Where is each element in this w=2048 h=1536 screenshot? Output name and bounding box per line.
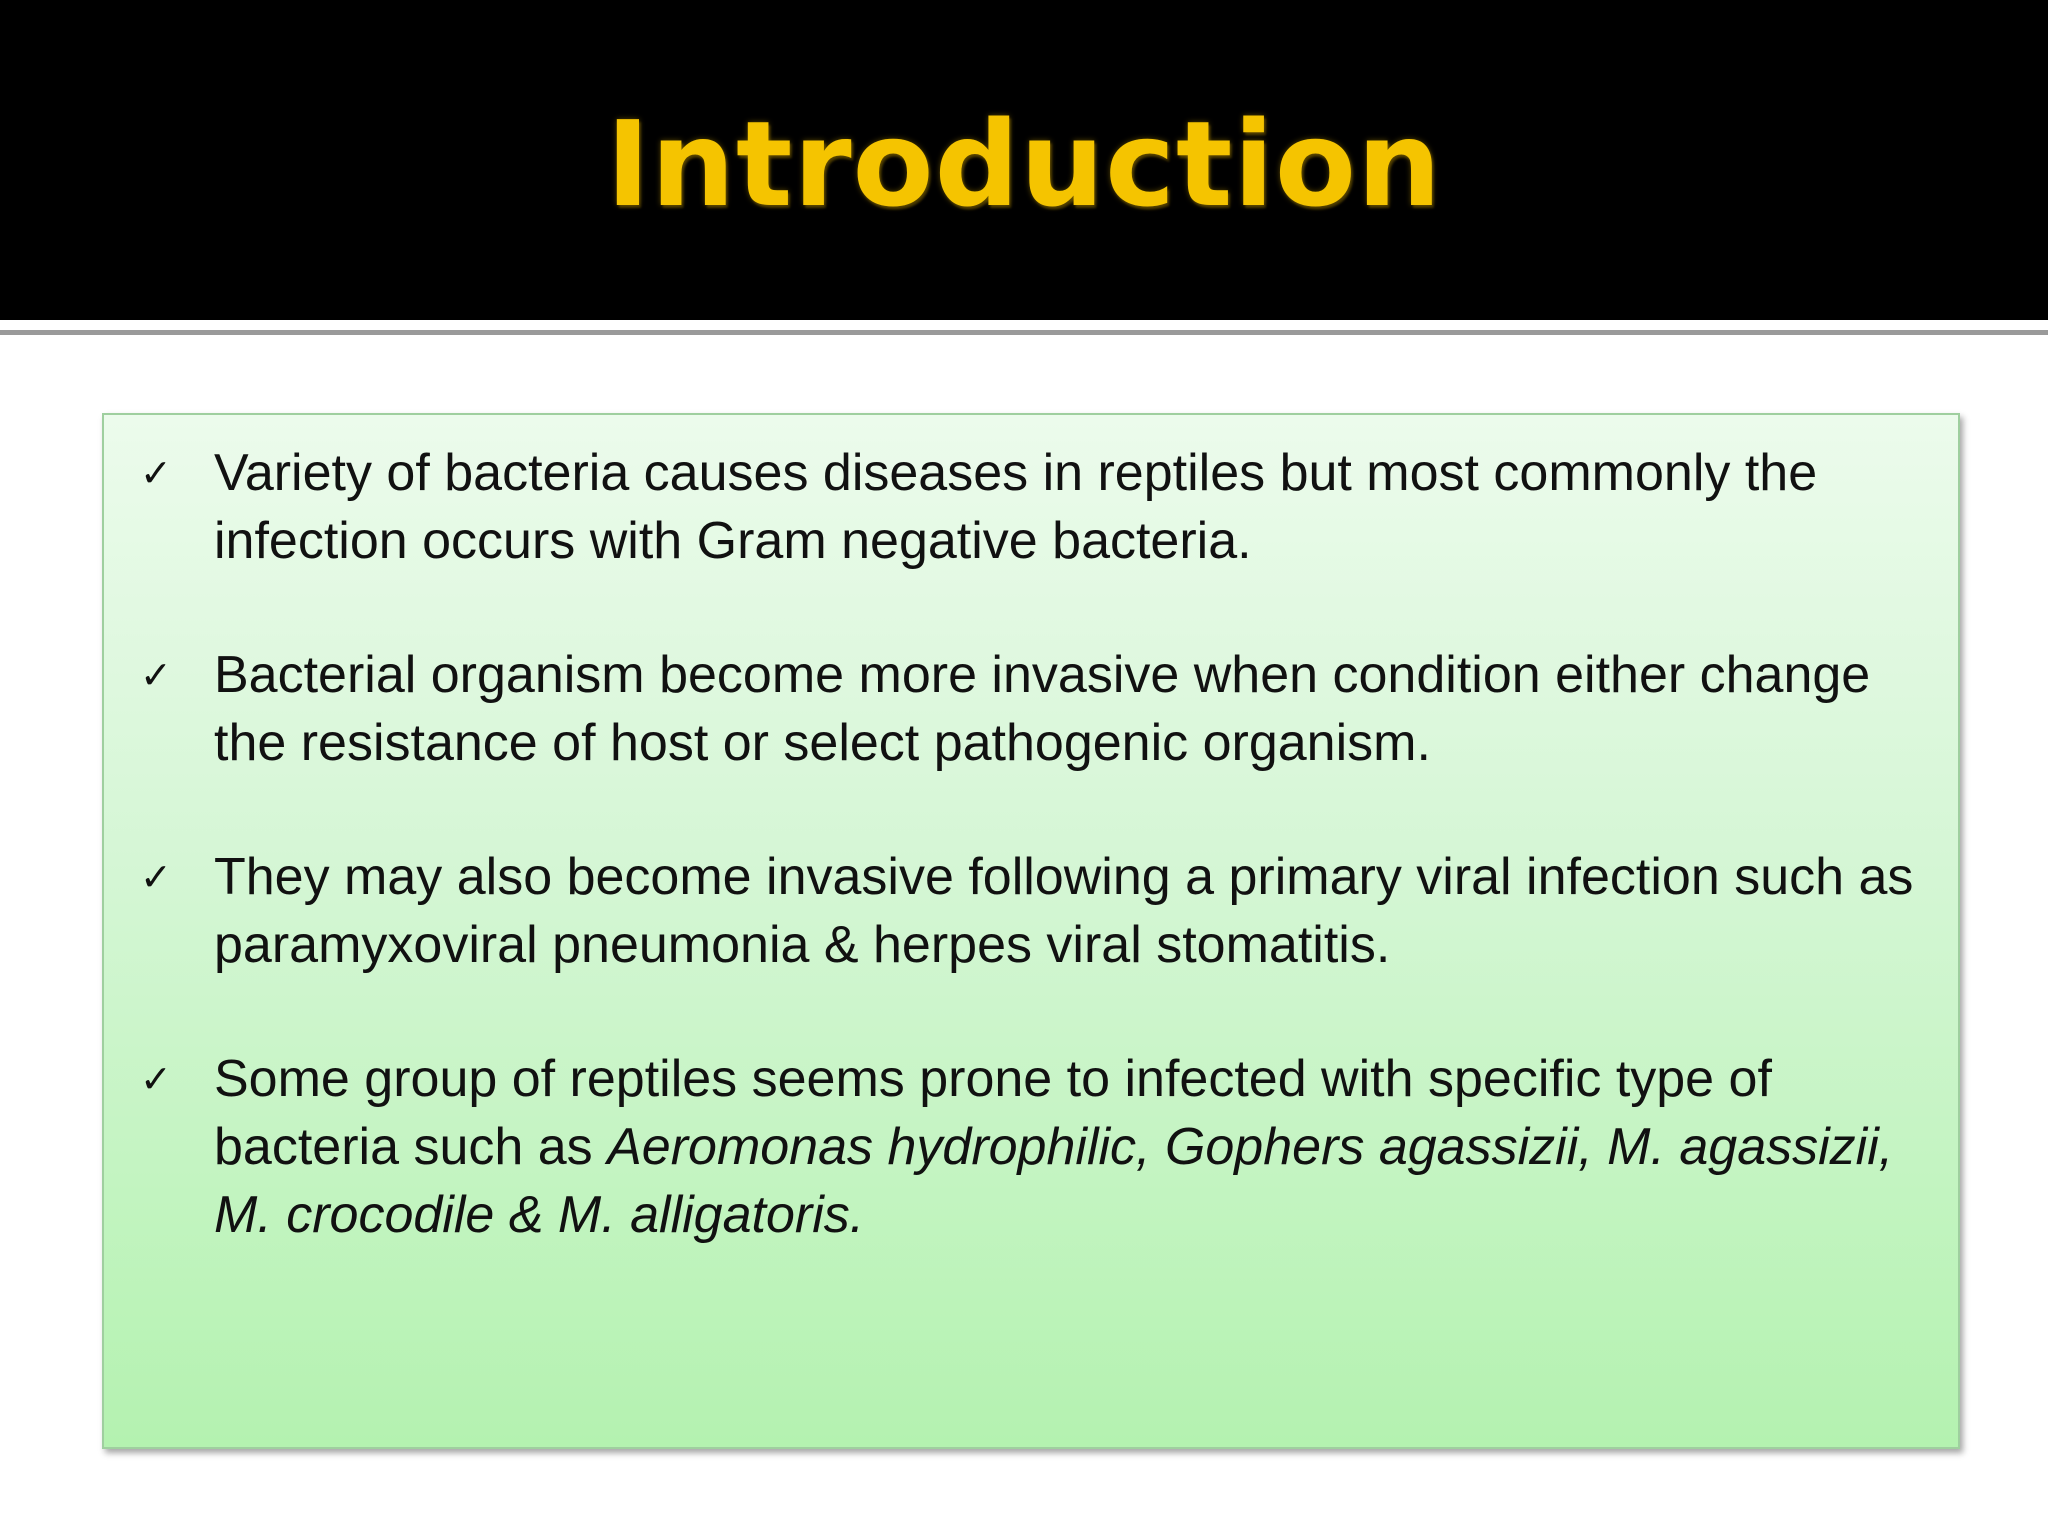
bullet-item: [104, 843, 1958, 979]
checkmark-icon: ✓: [140, 451, 172, 495]
bullet-text: Some group of reptiles seems prone to infected with specific type of bacteria such as: [214, 1050, 1772, 1176]
title-divider: [0, 320, 2048, 330]
slide-title: Introduction: [606, 95, 1442, 233]
checkmark-icon: ✓: [140, 653, 172, 697]
bullet-text: Bacterial organism become more invasive when condition either change the resistance of host or select pathogenic organism.: [214, 646, 1871, 772]
bullet-text: They may also become invasive following a primary viral infection such as paramyxoviral pneumonia & herpes viral stomatitis.: [214, 848, 1914, 974]
bullet-text: Variety of bacteria causes diseases in reptiles but most commonly the infection occurs with Gram negative bacteria.: [214, 444, 1818, 570]
bullet-item: [104, 641, 1958, 777]
bullet-item: [104, 1045, 1958, 1249]
bullet-item: [104, 439, 1958, 575]
bacteria-species-list: Aeromonas hydrophilic, Gophers agassizii, M. agassizii, M. crocodile & M. alligatoris.: [214, 1118, 1894, 1244]
title-divider-line: [0, 330, 2048, 335]
checkmark-icon: ✓: [140, 1057, 172, 1101]
bullet-list: [104, 439, 1958, 1315]
checkmark-icon: ✓: [140, 855, 172, 899]
content-box: [102, 413, 1960, 1449]
